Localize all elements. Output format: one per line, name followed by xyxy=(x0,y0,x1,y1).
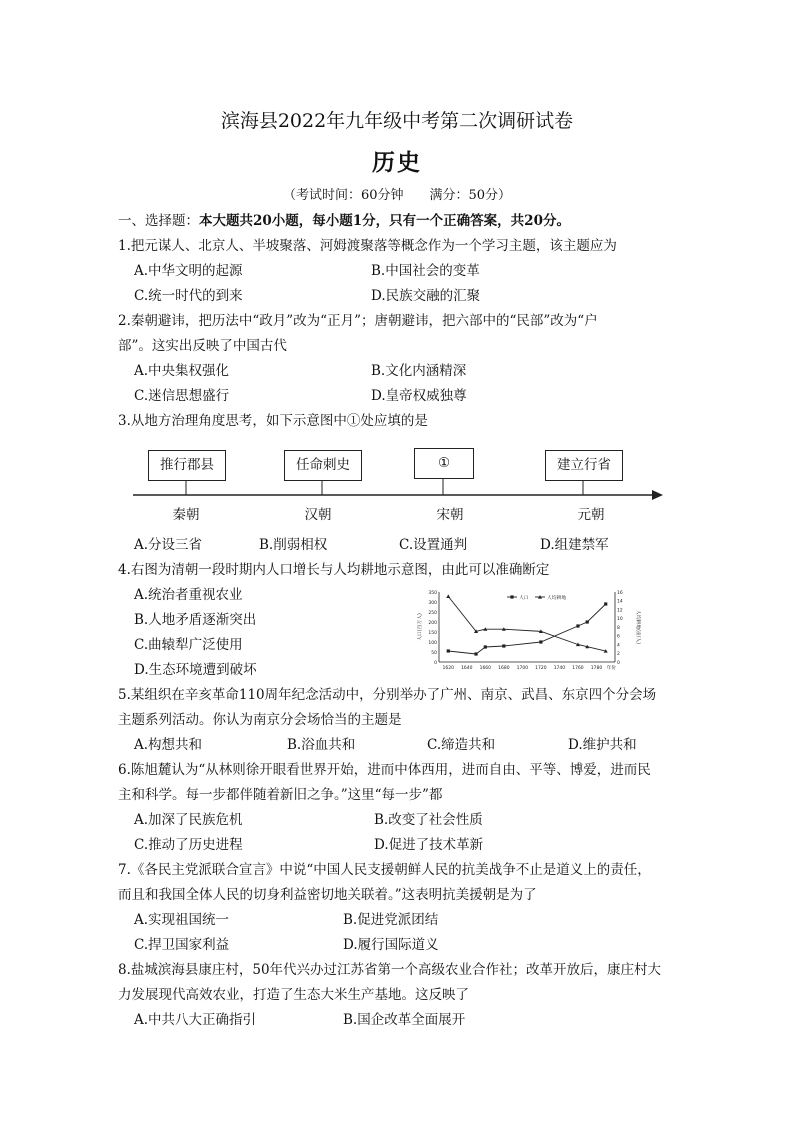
q2-option-c: C.迷信思想盛行 xyxy=(134,388,230,404)
q7-option-a: A.实现祖国统一 xyxy=(134,912,230,928)
q3-option-a: A.分设三省 xyxy=(134,537,203,553)
q7-stem-1: 7.《各民主党派联合宣言》中说“中国人民支援朝鲜人民的抗美战争不止是道义上的责任， xyxy=(118,862,651,878)
x-tick-label: 1660 xyxy=(479,666,492,671)
series-1-point xyxy=(576,624,579,627)
y-left-tick-label: 150 xyxy=(428,630,437,636)
y-right-tick-label: 6 xyxy=(617,634,620,640)
x-tick-label: 1740 xyxy=(553,666,566,671)
q7-option-c: C.捍卫国家利益 xyxy=(134,937,230,953)
q4-stem: 4.右图为清朝一段时期内人口增长与人均耕地示意图，由此可以准确断定 xyxy=(118,562,550,578)
y-left-tick-label: 350 xyxy=(428,590,437,596)
population-farmland-chart xyxy=(415,584,641,674)
timeline-dynasty-song: 宋朝 xyxy=(436,507,464,523)
q8-option-b: B.国企改革全面展开 xyxy=(343,1012,466,1028)
q4-option-d: D.生态环境遭到破坏 xyxy=(134,662,257,678)
series-1-point xyxy=(604,602,607,605)
y-left-tick-label: 300 xyxy=(428,600,437,606)
q7-option-d: D.履行国际道义 xyxy=(343,937,439,953)
section-desc: 本大题共20小题，每小题1分，只有一个正确答案，共20分。 xyxy=(199,213,570,229)
legend-marker-1 xyxy=(510,595,513,598)
q7-option-b: B.促进党派团结 xyxy=(343,912,439,928)
q2-option-b: B.文化内涵精深 xyxy=(371,363,467,379)
timeline-dynasty-han: 汉朝 xyxy=(304,507,332,523)
q2-option-d: D.皇帝权威独尊 xyxy=(371,388,467,404)
y-left-tick-label: 250 xyxy=(428,610,437,616)
x-tick-label: 1720 xyxy=(535,666,547,671)
q5-stem-2: 主题系列活动。你认为南京分会场恰当的主题是 xyxy=(118,712,402,728)
q1-option-c: C.统一时代的到来 xyxy=(134,288,243,304)
exam-title: 滨海县2022年九年级中考第二次调研试卷 xyxy=(220,110,574,132)
q2-stem-1: 2.秦朝避讳，把历法中“政月”改为“正月”；唐朝避讳，把六部中的“民部”改为“户 xyxy=(118,313,598,329)
q3-option-d: D.组建禁军 xyxy=(540,537,609,553)
legend-label-2: 人均耕地 xyxy=(547,595,567,601)
y-right-tick-label: 8 xyxy=(617,625,620,631)
q8-stem-2: 力发展现代高效农业，打造了生态大米生产基地。这反映了 xyxy=(118,987,469,1003)
q3-option-c: C.设置通判 xyxy=(399,537,468,553)
y-right-tick-label: 2 xyxy=(617,652,620,658)
y-right-tick-label: 4 xyxy=(617,643,620,649)
q2-option-a: A.中央集权强化 xyxy=(134,363,230,379)
y-right-tick-label: 0 xyxy=(617,660,620,666)
q1-option-d: D.民族交融的汇聚 xyxy=(371,288,481,304)
series-1-point xyxy=(586,620,589,623)
q6-option-b: B.改变了社会性质 xyxy=(374,812,483,828)
timeline-box-1: 推行郡县 xyxy=(148,450,226,481)
q4-option-b: B.人地矛盾逐渐突出 xyxy=(134,612,257,628)
timeline-dynasty-qin: 秦朝 xyxy=(172,507,200,523)
q3-option-b: B.削弱相权 xyxy=(259,537,328,553)
series-1-point xyxy=(447,649,450,652)
y-right-tick-label: 12 xyxy=(617,608,623,614)
series-2-point xyxy=(446,594,450,598)
q7-stem-2: 而且和我国全体人民的切身利益密切地关联着。”这表明抗美援朝是为了 xyxy=(118,887,537,903)
x-tick-label: 1780 xyxy=(590,666,603,671)
q8-option-a: A.中共八大正确指引 xyxy=(134,1012,257,1028)
subject-title: 历史 xyxy=(372,149,422,176)
y-left-tick-label: 0 xyxy=(434,660,437,666)
q5-option-a: A.构想共和 xyxy=(134,737,203,753)
y-right-tick-label: 10 xyxy=(617,617,623,623)
series-1-point xyxy=(539,640,542,643)
q5-option-b: B.浴血共和 xyxy=(287,737,356,753)
y-left-tick-label: 100 xyxy=(428,640,437,646)
q5-option-c: C.缔造共和 xyxy=(427,737,496,753)
q5-stem-1: 5.某组织在辛亥革命110周年纪念活动中，分别举办了广州、南京、武昌、东京四个分会场 xyxy=(118,687,657,703)
q6-stem-1: 6.陈旭麓认为“从林则徐开眼看世界开始，进而中体西用，进而自由、平等、博爱，进而民 xyxy=(118,762,651,778)
q6-stem-2: 主和科学。每一步都伴随着新旧之争。”这里“每一步”都 xyxy=(118,787,443,803)
q4-option-c: C.曲辕犁广泛使用 xyxy=(134,637,243,653)
x-tick-label: 1760 xyxy=(572,666,584,671)
x-tick-label: 1700 xyxy=(516,666,529,671)
q6-option-d: D.促进了技术革新 xyxy=(374,837,484,853)
y-left-axis-label: 人口(百万人) xyxy=(418,613,423,641)
timeline-box-blank: ① xyxy=(414,448,474,479)
y-right-tick-label: 16 xyxy=(617,590,623,596)
y-left-tick-label: 200 xyxy=(428,620,437,626)
legend-label-1: 人口 xyxy=(519,595,529,601)
timeline-box-2: 任命刺史 xyxy=(284,450,362,481)
x-tick-label: 1640 xyxy=(461,666,473,671)
q6-option-a: A.加深了民族危机 xyxy=(134,812,243,828)
q3-stem: 3.从地方治理角度思考，如下示意图中①处应填的是 xyxy=(118,413,428,429)
x-tick-label: 年份 xyxy=(606,666,616,671)
q8-stem-1: 8.盐城滨海县康庄村，50年代兴办过江苏省第一个高级农业合作社；改革开放后，康庄村大 xyxy=(118,962,662,978)
series-1-point xyxy=(484,645,487,648)
x-tick-label: 1620 xyxy=(442,666,454,671)
y-left-tick-label: 50 xyxy=(431,650,437,656)
q5-option-d: D.维护共和 xyxy=(568,737,637,753)
timeline-dynasty-yuan: 元朝 xyxy=(577,507,605,523)
q6-option-c: C.推动了历史进程 xyxy=(134,837,243,853)
series-1-point xyxy=(502,644,505,647)
q1-stem: 1.把元谋人、北京人、半坡聚落、河姆渡聚落等概念作为一个学习主题，该主题应为 xyxy=(118,238,617,254)
exam-info: （考试时间：60分钟 满分：50分） xyxy=(282,188,512,203)
y-right-axis-label: 人均耕地(亩/人) xyxy=(635,609,640,645)
q2-stem-2: 部”。这实出反映了中国古代 xyxy=(118,338,287,354)
series-line-1 xyxy=(448,604,605,654)
q1-option-b: B.中国社会的变革 xyxy=(371,263,480,279)
series-1-point xyxy=(474,652,477,655)
y-right-tick-label: 14 xyxy=(617,599,623,605)
q1-option-a: A.中华文明的起源 xyxy=(134,263,243,279)
q4-option-a: A.统治者重视农业 xyxy=(134,587,243,603)
timeline-box-4: 建立行省 xyxy=(545,450,623,481)
x-tick-label: 1680 xyxy=(498,666,510,671)
section-label: 一、选择题： xyxy=(118,213,199,229)
